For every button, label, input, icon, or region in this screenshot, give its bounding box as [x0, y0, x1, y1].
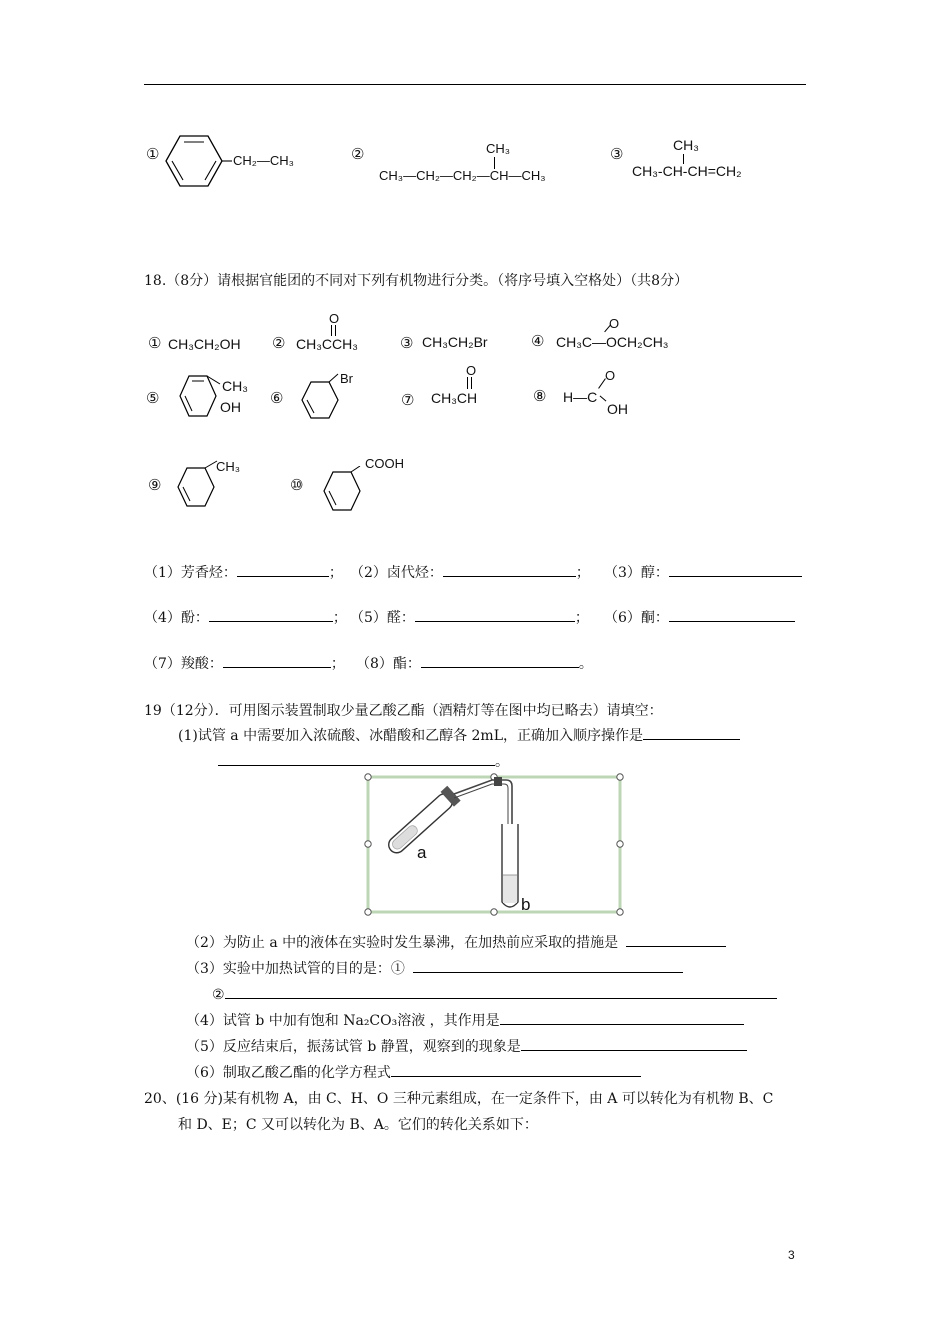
answer-sep-8: 。 [578, 656, 593, 672]
q18-formula-4: CH₃C—OCH₂CH₃ [556, 334, 669, 350]
benzene-ring-1 [160, 133, 232, 189]
q18-formula-8: H—C [563, 389, 598, 405]
q18-top-2: O [329, 311, 340, 326]
q17-top-3: CH₃ [673, 137, 699, 153]
answer-blank-1[interactable] [237, 562, 329, 577]
q19-p1-blank[interactable] [643, 725, 740, 740]
q18-top-8: O [605, 368, 616, 383]
q19-p2-blank[interactable] [626, 932, 726, 947]
q19-p3 [186, 958, 683, 978]
q18-num-4: ④ [531, 333, 545, 350]
q19-p3-text: （3）实验中加热试管的目的是：① [186, 961, 405, 977]
q17-top-2: CH₃ [486, 141, 511, 156]
answer-blank-6[interactable] [669, 607, 795, 622]
answer-label-5: （5）醛： [350, 610, 415, 626]
q17-formula-3: CH₃-CH-CH=CH₂ [632, 163, 742, 179]
q19-p4-blank[interactable] [500, 1010, 744, 1025]
answer-blank-8[interactable] [421, 653, 579, 668]
q19-p1 [178, 725, 740, 745]
q18-num-3: ③ [400, 335, 414, 352]
q19-p1-end: 。 [495, 754, 509, 770]
q18-num-6: ⑥ [270, 390, 284, 407]
header-rule [144, 84, 806, 85]
q18-formula-7: CH₃CH [431, 390, 478, 406]
q18-sub1-10: COOH [365, 456, 404, 471]
page-number: 3 [788, 1248, 795, 1262]
q20-line2: 和 D、E；C 又可以转化为 B、A。它们的转化关系如下： [178, 1117, 538, 1133]
q18-bond-8 [600, 396, 607, 402]
q19-p5 [186, 1036, 747, 1056]
q18-num-1: ① [148, 335, 162, 352]
q19-title: 19（12分）．可用图示装置制取少量乙酸乙酯（酒精灯等在图中均已略去）请填空： [144, 703, 663, 719]
answer-row-6 [604, 607, 795, 627]
benzene-ring-6 [296, 372, 346, 426]
q18-num-7: ⑦ [401, 392, 415, 409]
q18-sub-8: OH [607, 401, 628, 417]
q18-sub1-9: CH₃ [216, 459, 241, 474]
q19-p3b [212, 984, 777, 1003]
answer-row-1 [144, 562, 343, 582]
q18-dbond-8 [598, 378, 606, 388]
answer-row-3 [604, 562, 802, 582]
q19-p2 [186, 932, 726, 952]
answer-label-6: （6）酮： [604, 610, 669, 626]
q19-p5-text: （5）反应结束后，振荡试管 b 静置，观察到的现象是 [186, 1039, 521, 1055]
q19-p1-text: (1)试管 a 中需要加入浓硫酸、冰醋酸和乙醇各 2mL，正确加入顺序操作是 [178, 728, 644, 744]
answer-row-5 [350, 607, 589, 627]
answer-label-7: （7）羧酸： [144, 656, 223, 672]
q19-p4 [186, 1010, 744, 1030]
answer-row-4 [144, 607, 347, 627]
q18-num-2: ② [272, 335, 286, 352]
q18-formula-1: CH₃CH₂OH [168, 336, 241, 352]
answer-blank-7[interactable] [223, 653, 331, 668]
answer-sep-5: ； [574, 610, 589, 626]
q19-p6-text: （6）制取乙酸乙酯的化学方程式 [186, 1065, 391, 1081]
q18-dbond-7 [467, 377, 472, 389]
q19-p6-blank[interactable] [391, 1062, 641, 1077]
answer-blank-4[interactable] [209, 607, 333, 622]
q18-num-9: ⑨ [148, 477, 162, 494]
answer-label-8: （8）酯： [356, 656, 421, 672]
answer-blank-3[interactable] [669, 562, 802, 577]
q18-title: 18.（8分）请根据官能团的不同对下列有机物进行分类。（将序号填入空格处）（共8分） [144, 273, 689, 289]
q18-sub1-5: CH₃ [222, 378, 248, 394]
q18-formula-3: CH₃CH₂Br [422, 334, 488, 350]
q18-sub2-5: OH [220, 399, 241, 415]
answer-sep-2: ； [575, 565, 590, 581]
q19-p6 [186, 1062, 641, 1082]
q20-line1: 20、(16 分)某有机物 A，由 C、H、O 三种元素组成，在一定条件下，由 A 可以转化为有机物 B、C [144, 1091, 774, 1107]
benzene-ring-10 [318, 466, 370, 516]
q19-p5-blank[interactable] [521, 1036, 747, 1051]
q17-num-1: ① [146, 145, 160, 163]
apparatus-figure [362, 772, 626, 918]
answer-label-2: （2）卤代烃： [350, 565, 443, 581]
answer-label-3: （3）醇： [604, 565, 669, 581]
q18-num-10: ⑩ [290, 477, 304, 494]
benzene-ring-5 [172, 372, 222, 426]
answer-row-8 [356, 653, 593, 673]
label-b: b [521, 895, 531, 914]
q19-p3b-blank[interactable] [225, 984, 777, 999]
answer-label-4: （4）酚： [144, 610, 209, 626]
answer-row-7 [144, 653, 345, 673]
q18-top-7: O [466, 363, 477, 378]
answer-row-2 [350, 562, 590, 582]
q19-p1-line2 [218, 751, 509, 771]
q17-num-2: ② [351, 145, 365, 163]
q19-p1-blank2[interactable] [218, 751, 495, 766]
answer-sep-7: ； [330, 656, 345, 672]
q18-formula-2: CH₃CCH₃ [296, 336, 358, 352]
q19-p3b-text: ② [212, 987, 225, 1003]
q17-num-3: ③ [610, 145, 624, 163]
q19-p4-text: （4）试管 b 中加有饱和 Na₂CO₃溶液 ，其作用是 [186, 1013, 500, 1029]
q17-formula-2: CH₃—CH₂—CH₂—CH—CH₃ [379, 168, 546, 183]
q18-top-4: O [609, 316, 620, 331]
q18-num-8: ⑧ [533, 388, 547, 405]
answer-sep-1: ； [328, 565, 343, 581]
answer-label-1: （1）芳香烃： [144, 565, 237, 581]
answer-blank-5[interactable] [415, 607, 575, 622]
answer-sep-4: ； [332, 610, 347, 626]
answer-blank-2[interactable] [443, 562, 576, 577]
label-a: a [417, 843, 427, 862]
q19-p3-blank[interactable] [413, 958, 683, 973]
q18-sub1-6: Br [340, 371, 353, 386]
q18-dbond-2 [331, 325, 336, 336]
q18-num-5: ⑤ [146, 390, 160, 407]
q17-formula-1: CH₂—CH₃ [233, 153, 294, 168]
q19-p2-text: （2）为防止 a 中的液体在实验时发生暴沸，在加热前应采取的措施是 [186, 935, 619, 951]
